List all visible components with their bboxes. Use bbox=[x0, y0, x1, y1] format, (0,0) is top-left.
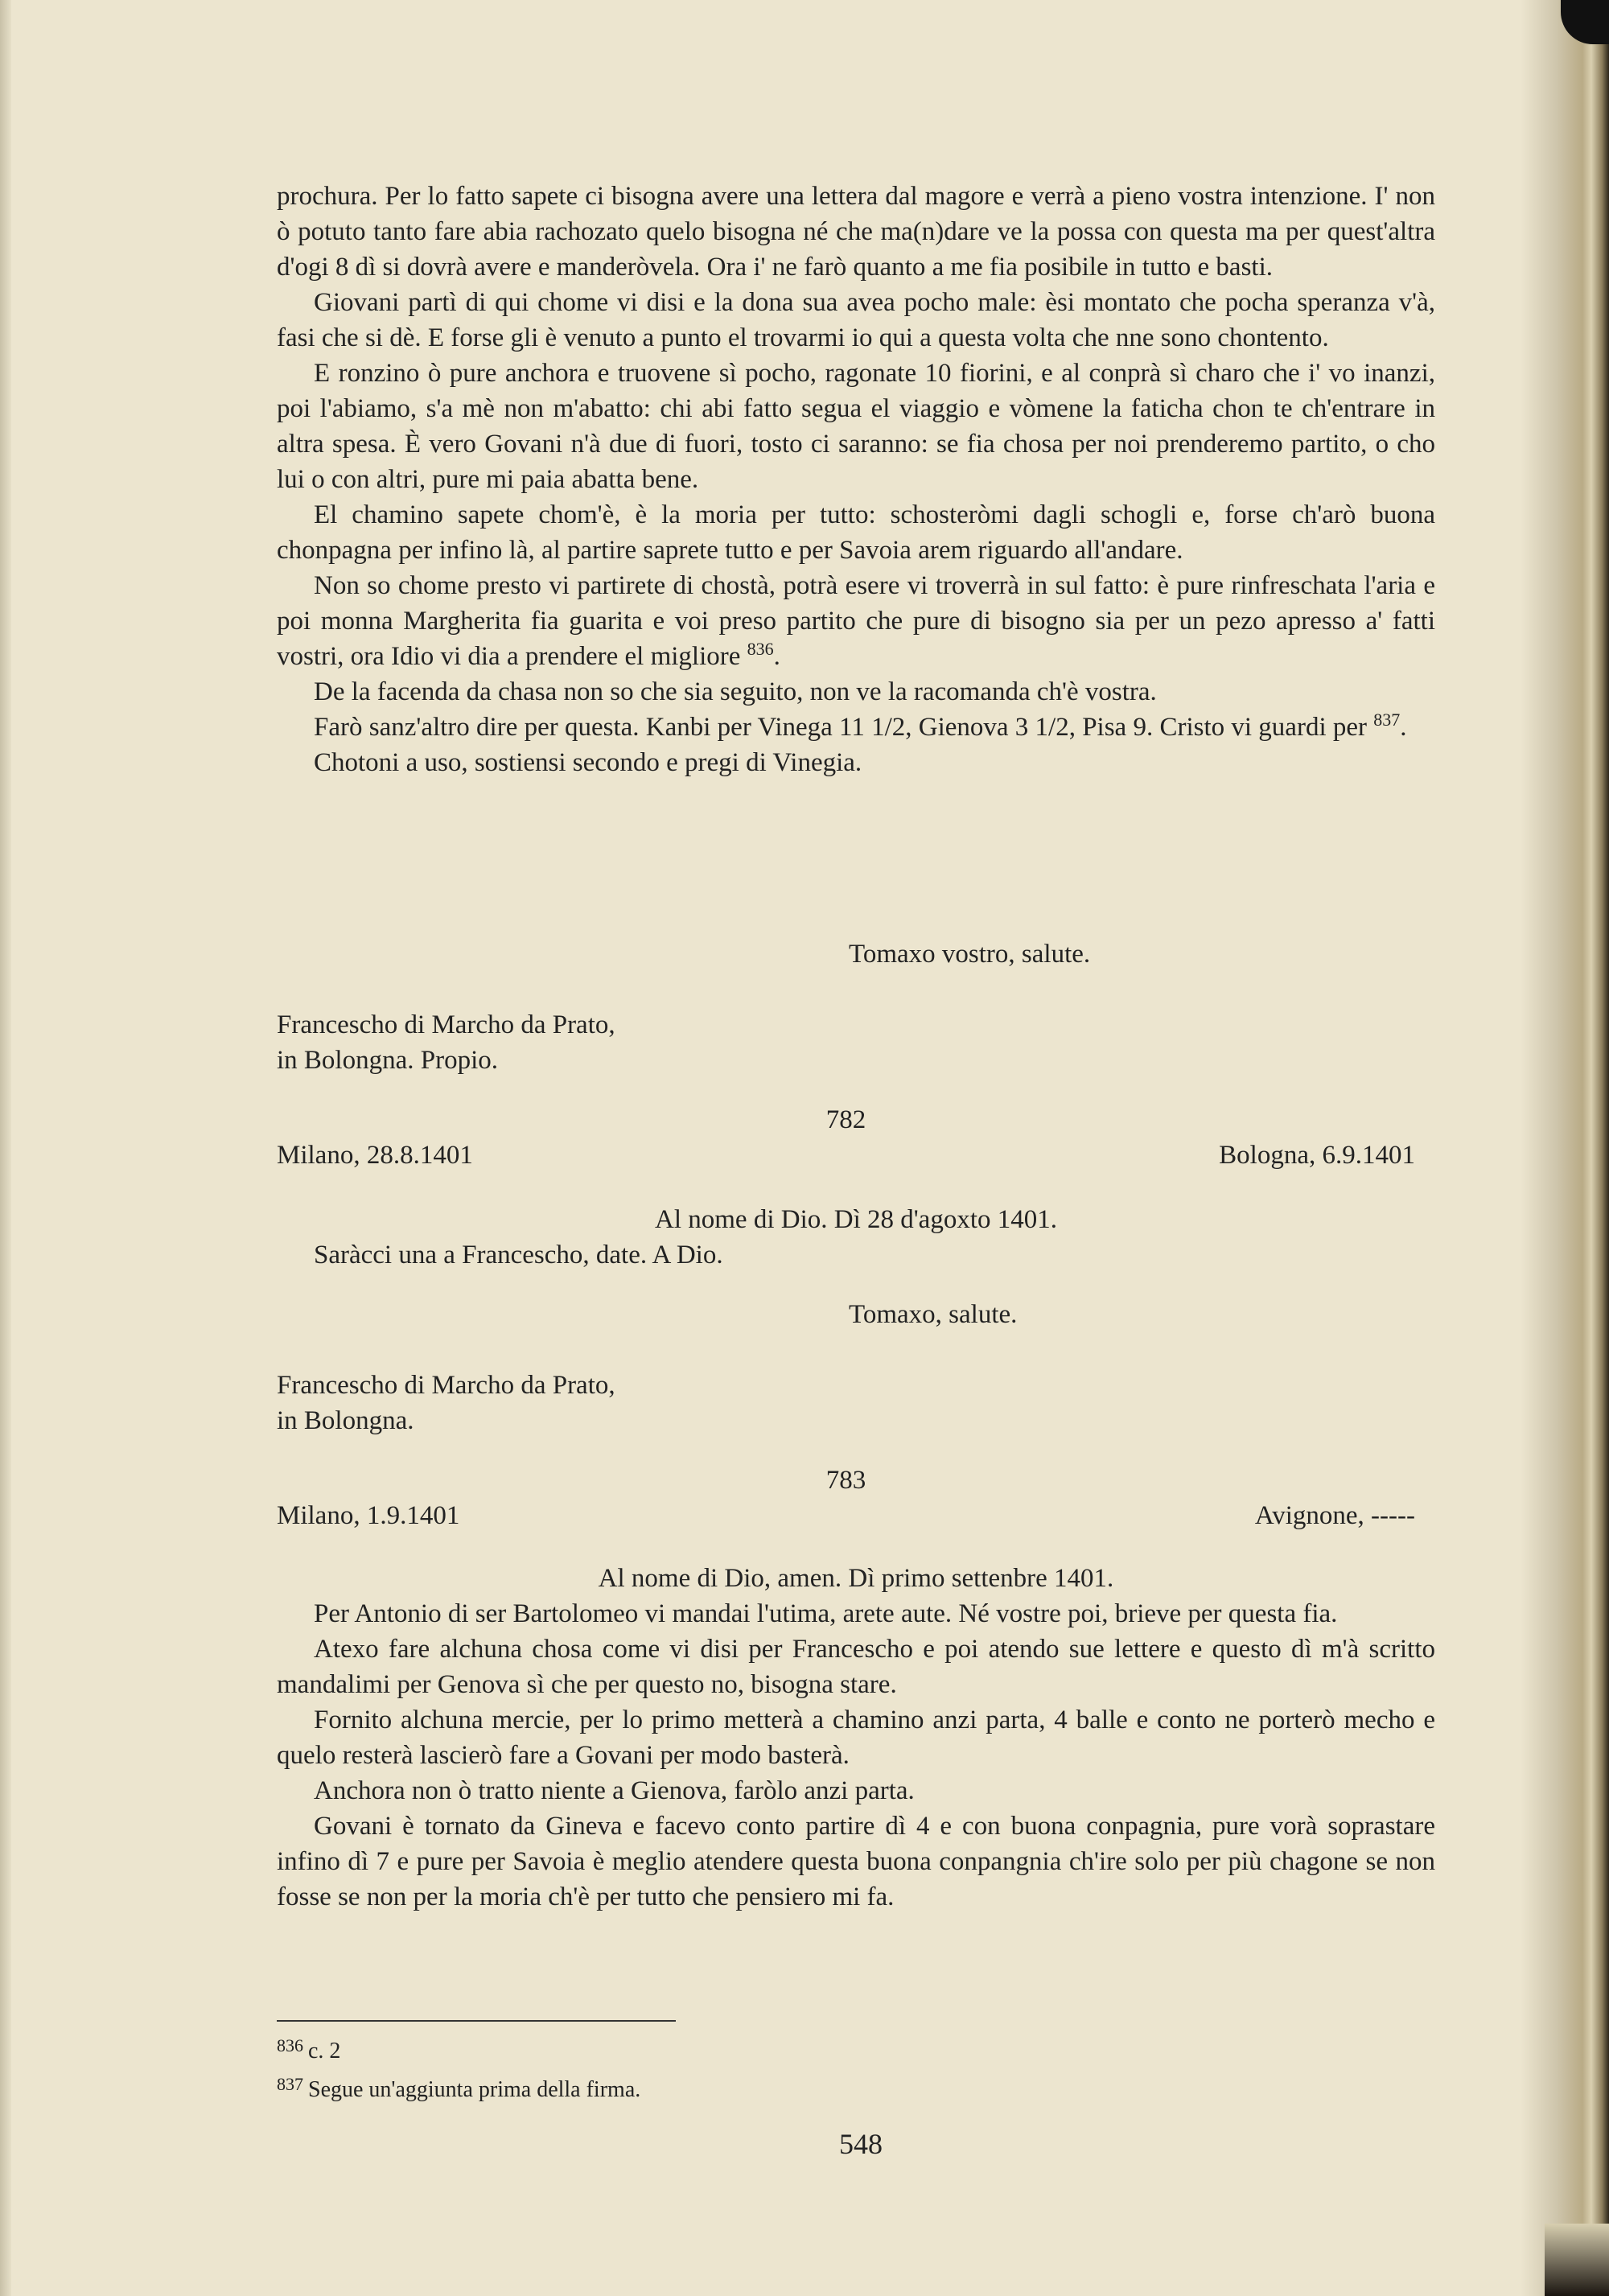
page-bottom-edge bbox=[1545, 2224, 1609, 2296]
address-line: Francescho di Marcho da Prato, bbox=[277, 1371, 615, 1400]
paragraph: Atexo fare alchuna chosa come vi disi per Francescho e poi atendo sue lettere e questo dì m'à scritto mandalimi per Genova sì che per questo no, bisogna stare. bbox=[277, 1635, 1435, 1699]
paragraph: El chamino sapete chom'è, è la moria per tutto: schosteròmi dagli schogli e, forse ch'arò buona chonpagna per infino là, al partire saprete tutto e per Savoia arem riguardo all'andare. bbox=[277, 500, 1435, 565]
paragraph: prochura. Per lo fatto sapete ci bisogna avere una lettera dal magore e verrà a pieno vostra intenzione. I' non ò potuto tanto fare abia rachozato quelo bisogna né che ma(n)dare ve la possa con questa ma per quest'altra d'ogi 8 dì si dovrà avere e manderòvela. Ora i' ne farò quanto a me fia posibile in tutto e basti. bbox=[277, 182, 1435, 282]
paragraph: Farò sanz'altro dire per questa. Kanbi per Vinega 11 1/2, Gienova 3 1/2, Pisa 9. Cristo vi guardi per $^{837}$. bbox=[314, 710, 1407, 742]
paragraph: E ronzino ò pure anchora e truovene sì pocho, ragonate 10 fiorini, e al conprà sì charo che i' vo inanzi, poi l'abiamo, s'a mè non m'abatto: chi abi fatto segua el viaggio e vòmene la faticha chon te ch'entrare in altra spesa. È vero Govani n'à due di fuori, tosto ci saranno: se fia chosa per noi prenderemo partito, o cho lui o con altri, pure mi paia abatta bene. bbox=[277, 359, 1435, 494]
paragraph: Non so chome presto vi partirete di chostà, potrà esere vi troverrà in sul fatto: è pure rinfreschata l'aria e poi monna Margherita fia guarita e voi preso partito che pure di bisogno sia per un pezo apresso a' fatti vostri, ora Idio vi dia a prendere el migliore $^{836}$. bbox=[277, 571, 1435, 671]
paragraph: Giovani partì di qui chome vi disi e la dona sua avea pocho male: èsi montato che pocha speranza v'à, fasi che si dè. E forse gli è venuto a punto el trovarmi io qui a questa volta che nne sono chontento. bbox=[277, 288, 1435, 352]
footnote-number: 837 bbox=[277, 2074, 303, 2094]
letter-origin: Milano, 28.8.1401 bbox=[277, 1141, 473, 1170]
opening-line: Al nome di Dio, amen. Dì primo settenbre 1401. bbox=[598, 1564, 1114, 1593]
footnote-text: Segue un'aggiunta prima della firma. bbox=[308, 2077, 641, 2102]
letter-number: 783 bbox=[825, 1466, 866, 1495]
page-edge bbox=[1521, 0, 1609, 2296]
footnote-number: 836 bbox=[277, 2035, 303, 2055]
paragraph: Govani è tornato da Gineva e facevo conto partire dì 4 e con buona conpagnia, pure vorà soprastare infino dì 7 e pure per Savoia è meglio atendere questa buona conpangnia ch'ire solo per più chagone se non fosse se non per la moria ch'è per tutto che pensiero mi fa. bbox=[277, 1812, 1435, 1911]
signature: Tomaxo, salute. bbox=[849, 1300, 1018, 1329]
letter-opening bbox=[277, 1202, 1435, 1237]
paragraph: De la facenda da chasa non so che sia seguito, non ve la racomanda ch'è vostra. bbox=[314, 677, 1157, 706]
opening-line: Al nome di Dio. Dì 28 d'agoxto 1401. bbox=[655, 1205, 1057, 1234]
paragraph: Per Antonio di ser Bartolomeo vi mandai l'utima, arete aute. Né vostre poi, brieve per questa fia. bbox=[314, 1599, 1338, 1628]
paragraph: Saràcci una a Francescho, date. A Dio. bbox=[314, 1241, 723, 1269]
footnote-ref: 836 bbox=[747, 639, 774, 659]
letter-number: 782 bbox=[825, 1105, 866, 1134]
letter-783-body bbox=[277, 1596, 1435, 1915]
book-spine bbox=[0, 0, 11, 2296]
page-number: 548 bbox=[839, 2128, 883, 2160]
letter-781-body bbox=[277, 179, 1435, 780]
address-line: Francescho di Marcho da Prato, bbox=[277, 1010, 615, 1039]
letter-782-body bbox=[277, 1237, 1435, 1273]
footnote-rule bbox=[277, 2020, 676, 2022]
footnote-ref: 837 bbox=[1373, 710, 1401, 730]
footnote bbox=[277, 2076, 640, 2105]
footnote-text: c. 2 bbox=[308, 2039, 341, 2064]
address-line: in Bolongna. bbox=[277, 1406, 414, 1435]
signature: Tomaxo vostro, salute. bbox=[849, 940, 1091, 969]
paragraph: Chotoni a uso, sostiensi secondo e pregi di Vinegia. bbox=[314, 748, 862, 777]
footnote bbox=[277, 2037, 340, 2066]
paragraph: Anchora non ò tratto niente a Gienova, faròlo anzi parta. bbox=[314, 1776, 915, 1805]
letter-destination: Avignone, ----- bbox=[1254, 1501, 1415, 1530]
address-line: in Bolongna. Propio. bbox=[277, 1046, 499, 1075]
letter-origin: Milano, 1.9.1401 bbox=[277, 1501, 460, 1530]
letter-destination: Bologna, 6.9.1401 bbox=[1219, 1141, 1415, 1170]
letter-opening bbox=[277, 1561, 1435, 1596]
paragraph: Fornito alchuna mercie, per lo primo metterà a chamino anzi parta, 4 balle e conto ne porterò mecho e quelo resterà lascierò fare a Govani per modo basterà. bbox=[277, 1706, 1435, 1770]
